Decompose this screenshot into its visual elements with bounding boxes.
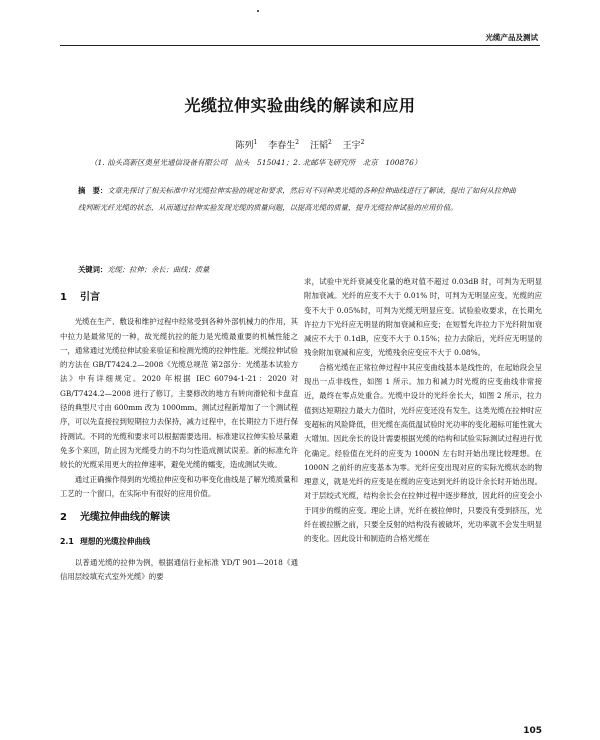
section-heading: 2 光缆拉伸曲线的解读 <box>60 512 170 524</box>
paragraph: 通过正确操作得到的光缆拉伸应变和功率变化曲线是了解光缆质量和工艺的一个窗口，在实际中有很好的应用价值。 <box>60 474 298 498</box>
paragraph: 合格光缆在正常拉伸过程中其应变曲线基本是线性的，在起始段会呈现出一点非线性，如图 1 所示。加力和减力时光缆的应变曲线非常接近，最终在零点处重合。光缆中设计的光纤余长大，如图 2 所示，拉力值到达短期拉力最大力值时，光纤应变还没有发生。这类光缆在拉伸时应变超标的风险降低，但光缆在高低温试验时光功率的变化超标可能性就大大增加。因此余长的设计需要根据光缆的结构和试验实际测试过程进行优化确定。经验值在光纤的应变为 1000N 左右时开始出现比较理想。在 1000N 之前纤的应变基本为零。光纤应变出现对应的实际光缆状态的物理意义，就是光纤的应变是在缆的应变达到光纤的设计余长时开始出现。对于层绞式光缆，结构余长会在拉伸过程中逐步释放，因此纤的应变会小于同步的缆的应变。理论上讲，光纤在被拉伸时，只要没有受到挤压，光纤在被拉断之前，只要全反射的结构没有被破坏，光功率就不会发生明显的变化。因此设计和制造的合格光缆在 <box>304 362 542 544</box>
abstract-text: 文章先探讨了相关标准中对光缆拉伸实验的规定和要求，然后对不同种类光缆的各种拉伸曲线进行了解读，提出了如何从拉伸曲线判断光纤光缆的状态，从而通过拉伸实验发现光缆的质量问题，以提高光缆的质量，提升光缆拉伸试验的应用价值。 <box>78 186 516 212</box>
abstract <box>78 183 523 216</box>
keywords <box>78 265 523 275</box>
subsection-heading: 2.1 理想的光缆拉伸曲线 <box>60 537 151 547</box>
page-dot <box>257 10 259 12</box>
right-column <box>304 275 542 547</box>
author: 王宇$^2$ <box>342 139 365 151</box>
author: 汪韬$^2$ <box>309 139 332 151</box>
paragraph: 光缆在生产、敷设和维护过程中经常受到各种外部机械力的作用，其中拉力是最常见的一种，故光缆抗拉的能力是光缆最重要的机械性能之一，通常通过光缆拉伸试验来验证和检测光缆的拉伸性能。光缆拉伸试验的方法在 GB/T7424.2—2008《光缆总规范 第2部分：光缆基本试验方法》中有详细规定。2020 年根据 IEC 60794-1-21：2020 对 GB/T7424.2—2008 进行了修订，主要修改的地方有转向滑轮和卡盘直径的典型尺寸由 600mm 改为 1000mm。测试过程新增加了一个测试程序，可以先直接拉到短期拉力去保持，减力过程中，在长期拉力下进行保持测试。不同的光缆和要求可以根据需要选用。标准建议拉伸实验尽量避免多个来回，防止因为光缆受力的不均匀性造成测试误差。新的标准允许较长的光缆采用更大的拉伸速率，避免光缆的蠕变，造成测试失败。 <box>60 317 298 470</box>
paragraph: 求，试验中光纤衰减变化量的绝对值不超过 0.03dB 时，可判为无明显附加衰减。光纤的应变不大于 0.01% 时，可判为无明显应变。光缆的应变不大于 0.05%时，可判为光缆无明显应变。试验验收要求，在长期允许拉力下光纤应无明显的附加衰减和应变；在短暂允许拉力下光纤附加衰减应不大于 0.1dB，应变不大于 0.15%；拉力去除后，光纤应无明显的残余附加衰减和应变，光缆残余应变应不大于 0.08%。 <box>304 277 542 358</box>
author: 李春生$^2$ <box>268 139 300 151</box>
header-rule <box>60 45 540 46</box>
author: 陈列$^1$ <box>235 139 258 151</box>
keywords-label: 关键词： <box>78 265 108 274</box>
section-heading: 1 引言 <box>60 292 100 303</box>
paper-title: 光缆拉伸实验曲线的解读和应用 <box>184 96 416 115</box>
left-column <box>60 283 298 584</box>
paragraph: 以普通光缆的拉伸为例，根据通信行业标准 YD/T 901—2018《通信用层绞填充式室外光缆》的要 <box>60 557 298 582</box>
running-header: 光缆产品及测试 <box>485 33 538 42</box>
abstract-label: 摘 要： <box>78 186 108 195</box>
page-number: 105 <box>523 726 542 736</box>
affiliation: （1. 汕头高新区奥星光通信设备有限公司 汕头 515041；2. 北邮华飞研究所 北京 100876） <box>90 158 422 167</box>
author-list <box>0 138 600 151</box>
keywords-text: 光缆；拉伸；余长；曲线；质量 <box>107 265 210 274</box>
